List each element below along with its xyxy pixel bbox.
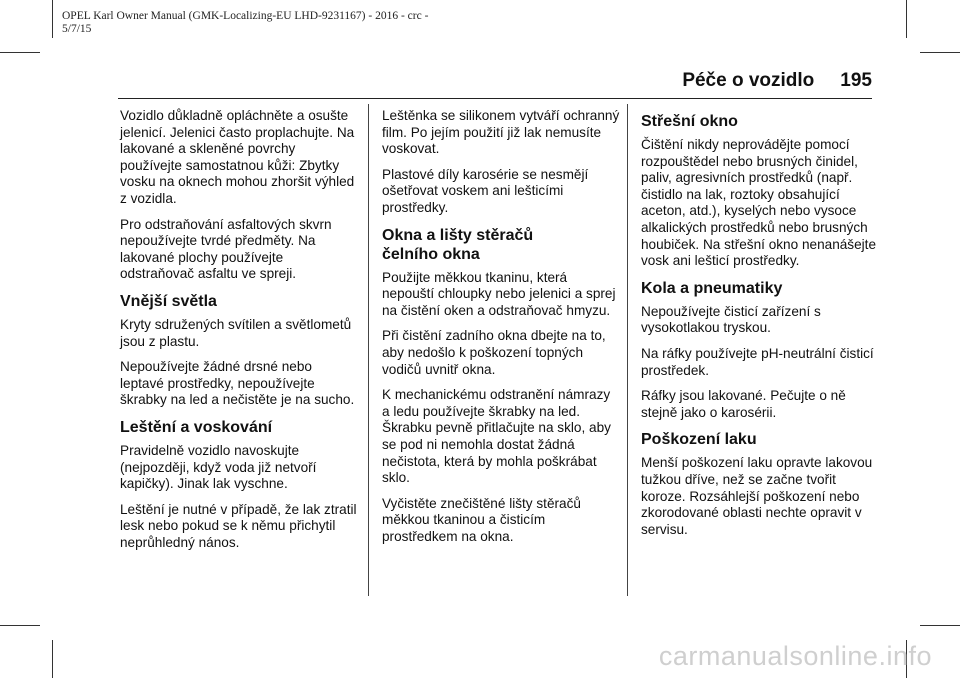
- section-heading: Leštění a voskování: [120, 418, 273, 436]
- paragraph: Leštěnka se silikonem vytváří ochranný film. Po jejím použití již lak nemusíte voskovat.: [382, 108, 620, 157]
- column-1: [120, 108, 358, 560]
- crop-mark: [52, 640, 53, 678]
- paragraph: Nepoužívejte žádné drsné nebo leptavé prostředky, nepoužívejte škrabky na led a nečistěte je na sucho.: [120, 359, 355, 408]
- page-header: [682, 70, 872, 92]
- paragraph: Ráfky jsou lakované. Pečujte o ně stejně jako o karosérii.: [641, 388, 846, 420]
- paragraph: Čištění nikdy neprovádějte pomocí rozpouštědel nebo brusných činidel, paliv, agresivních prostředků (např. čistidlo na lak, roztoky obsahující aceton, atd.), kyselých nebo vysoce alkalických prostředků nebo brusných houbiček. Na střešní okno nenanášejte vosk ani lešticí prostředky.: [641, 137, 877, 269]
- section-heading: Vnější světla: [120, 292, 217, 310]
- paragraph: Nepoužívejte čisticí zařízení s vysokotlakou tryskou.: [641, 303, 821, 336]
- paragraph: Pravidelně vozidlo navoskujte (nejpozději, když voda již netvoří kapičky). Jinak lak vyschne.: [120, 442, 317, 492]
- paragraph: Při čistění zadního okna dbejte na to, aby nedošlo k poškození topných vodičů uvnitř okna.: [382, 328, 606, 377]
- paragraph: Na ráfky používejte pH-neutrální čisticí prostředek.: [641, 345, 874, 378]
- crop-mark: [0, 52, 40, 53]
- paragraph: Vozidlo důkladně opláchněte a osušte jelenicí. Jelenici často proplachujte. Na lakované a skleněné povrchy používejte samostatnou kůži: Zbytky vosku na oknech mohou zhoršit výhled z vozidla.: [120, 108, 355, 206]
- column-divider: [368, 104, 369, 596]
- crop-mark: [920, 52, 960, 53]
- paragraph: Kryty sdružených svítilen a světlometů jsou z plastu.: [120, 316, 352, 349]
- paragraph: K mechanickému odstranění námrazy a ledu používejte škrabky na led. Škrabku pevně přitlačujte na sklo, aby se pod ni nemohla dostat žádná nečistota, která by mohla poškrábat sklo.: [382, 387, 611, 486]
- section-heading: Okna a lišty stěračů čelního okna: [382, 226, 534, 263]
- section-heading: Střešní okno: [641, 113, 738, 130]
- paragraph: Pro odstraňování asfaltových skvrn nepoužívejte tvrdé předměty. Na lakované plochy používejte odstraňovač asfaltu ve spreji.: [120, 216, 332, 282]
- document-meta: [62, 10, 428, 36]
- meta-line-2: 5/7/15: [62, 23, 92, 35]
- meta-line-1: OPEL Karl Owner Manual (GMK-Localizing-EU LHD-9231167) - 2016 - crc -: [62, 10, 429, 22]
- paragraph: Vyčistěte znečištěné lišty stěračů měkkou tkaninou a čisticím prostředkem na okna.: [382, 495, 581, 544]
- crop-mark: [920, 625, 960, 626]
- paragraph: Plastové díly karosérie se nesmějí ošetřovat voskem ani lešticími prostředky.: [382, 166, 589, 215]
- watermark: carmanualsonline.info: [658, 641, 932, 671]
- paragraph: Leštění je nutné v případě, že lak ztratil lesk nebo pokud se k němu přichytil neprůhledný nános.: [120, 501, 357, 550]
- crop-mark: [52, 0, 53, 38]
- column-divider: [627, 104, 628, 596]
- crop-mark: [906, 0, 907, 38]
- section-heading: Poškození laku: [641, 431, 757, 449]
- crop-mark: [0, 625, 40, 626]
- section-heading: Kola a pneumatiky: [641, 279, 783, 297]
- paragraph: Menší poškození laku opravte lakovou tužkou dříve, než se začne tvořit koroze. Rozsáhlejší poškození nebo zkorodované oblasti nechte opravit v servisu.: [641, 455, 873, 537]
- header-rule: [118, 98, 872, 99]
- column-2: [382, 108, 620, 554]
- column-3: [641, 108, 879, 547]
- page-title: Péče o vozidlo: [682, 70, 815, 91]
- page-number: 195: [840, 70, 872, 91]
- paragraph: Použijte měkkou tkaninu, která nepouští chloupky nebo jelenici a sprej na čistění oken a odstraňovač hmyzu.: [382, 269, 616, 318]
